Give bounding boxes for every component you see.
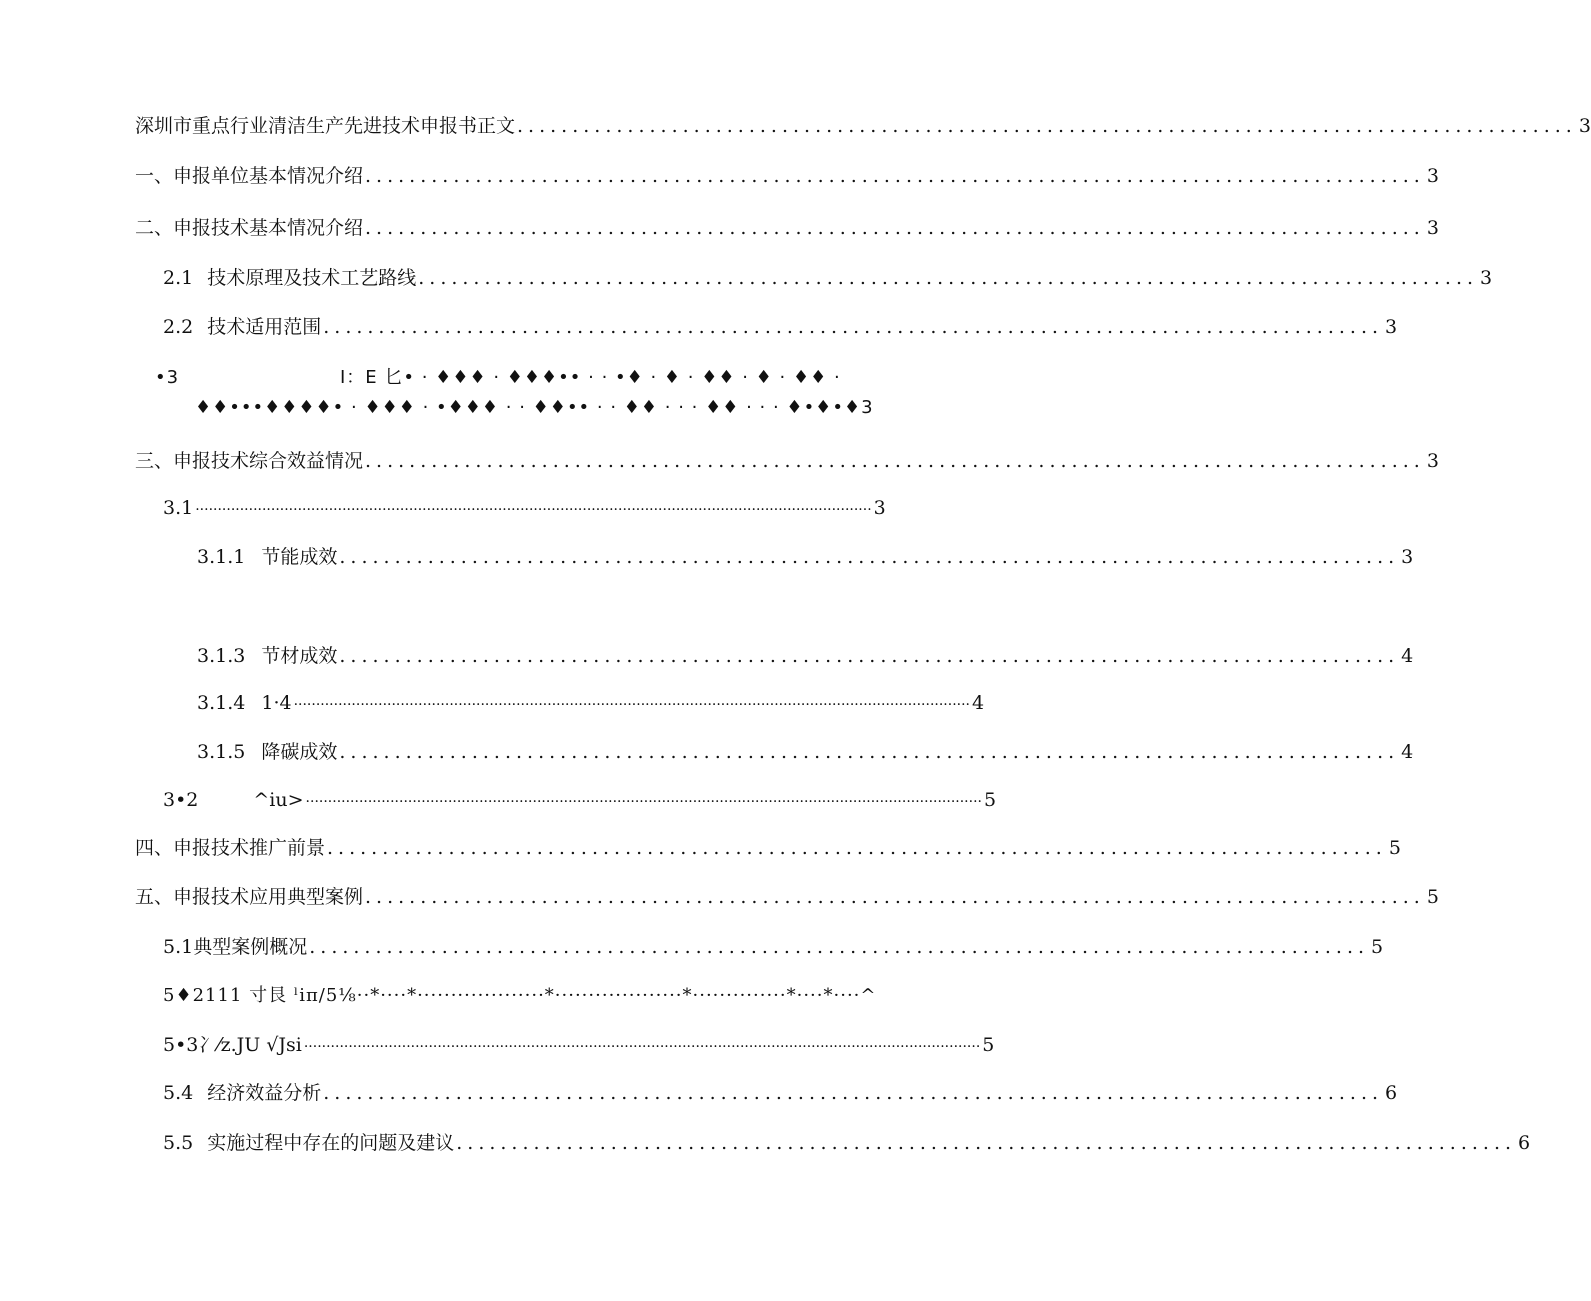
toc-entry-main-text[interactable] bbox=[135, 114, 1591, 138]
dot-leader: ................................................................................................ bbox=[456, 1132, 1517, 1154]
toc-entry-title: 五、申报技术应用典型案例 bbox=[135, 886, 364, 908]
garbled-entry-number: •3 bbox=[155, 367, 180, 388]
toc-entry-3-1-3[interactable] bbox=[197, 644, 1414, 668]
dot-leader: ................................................................................................ bbox=[339, 741, 1400, 763]
dot-leader: ................................................................................................ bbox=[339, 546, 1400, 568]
toc-entry-title: 1·4 bbox=[261, 692, 292, 714]
toc-entry-number: 5•3 bbox=[163, 1034, 199, 1056]
dot-leader: ................................................................................................ bbox=[339, 645, 1400, 667]
garbled-entry-line-1: I：E 匕• · ♦♦♦ · ♦♦♦•• · · •♦ · ♦ · ♦♦ · ♦ · ♦♦ · bbox=[340, 367, 841, 388]
toc-entry-3-1-4[interactable] bbox=[197, 691, 985, 717]
toc-entry-number: 3.1.3 bbox=[197, 645, 246, 667]
dot-leader: ························································································································································ bbox=[293, 697, 971, 713]
toc-entry-page: 3 bbox=[1401, 546, 1414, 568]
toc-entry-title: 技术适用范围 bbox=[207, 316, 322, 338]
toc-entry-3-1-1[interactable] bbox=[197, 545, 1414, 569]
toc-entry-page: 5 bbox=[1388, 837, 1401, 859]
dot-leader: ................................................................................................ bbox=[517, 115, 1577, 137]
toc-entry-title: 实施过程中存在的问题及建议 bbox=[207, 1132, 455, 1154]
dot-leader: ................................................................................................ bbox=[323, 316, 1384, 338]
toc-entry-page: 5 bbox=[1371, 936, 1384, 958]
toc-entry-page: 4 bbox=[1401, 645, 1414, 667]
toc-entry-title: 一、申报单位基本情况介绍 bbox=[135, 165, 364, 187]
dot-leader: ................................................................................................ bbox=[365, 450, 1425, 472]
toc-entry-section-1[interactable] bbox=[135, 164, 1439, 188]
dot-leader: ························································································································································ bbox=[305, 794, 982, 810]
toc-entry-5-5[interactable] bbox=[163, 1131, 1531, 1155]
toc-entry-number: 5.1 bbox=[163, 936, 194, 958]
toc-entry-number: 3.1 bbox=[163, 497, 194, 519]
toc-entry-number: 2.2 bbox=[163, 316, 194, 338]
toc-entry-section-3[interactable] bbox=[135, 449, 1439, 473]
toc-entry-number: 5.5 bbox=[163, 1132, 194, 1154]
toc-entry-title: 典型案例概况 bbox=[193, 936, 308, 958]
toc-entry-title: 技术原理及技术工艺路线 bbox=[207, 267, 417, 289]
toc-entry-5-4[interactable] bbox=[163, 1081, 1398, 1105]
toc-entry-page: 6 bbox=[1518, 1132, 1531, 1154]
toc-entry-page: 4 bbox=[1401, 741, 1414, 763]
toc-entry-page: 3 bbox=[1578, 115, 1591, 137]
toc-entry-5-3[interactable] bbox=[163, 1033, 995, 1059]
toc-entry-page: 3 bbox=[1426, 217, 1439, 239]
dot-leader: ························································································································································ bbox=[195, 502, 872, 518]
garbled-entry-line-2: ♦♦•••♦♦♦♦• · ♦♦♦ · •♦♦♦ · · ♦♦•• · · ♦♦ · · · ♦♦ · · · ♦•♦•♦3 bbox=[195, 397, 874, 418]
toc-entry-section-5[interactable] bbox=[135, 885, 1439, 909]
toc-entry-3-1-5[interactable] bbox=[197, 740, 1414, 764]
toc-entry-page: 5 bbox=[983, 789, 997, 811]
toc-entry-5-1[interactable] bbox=[163, 935, 1384, 959]
garbled-entry-5-2: 5♦2111 寸艮 ˡiπ/5⅛··*····*···················*···················*··············*····*····^ bbox=[163, 985, 877, 1006]
toc-entry-title: 深圳市重点行业清洁生产先进技术申报书正文 bbox=[135, 115, 516, 137]
toc-entry-number: 2.1 bbox=[163, 267, 194, 289]
dot-leader: ................................................................................................ bbox=[323, 1082, 1384, 1104]
dot-leader: ................................................................................................ bbox=[365, 165, 1425, 187]
dot-leader: ························································································································································ bbox=[303, 1039, 981, 1055]
toc-entry-title: 降碳成效 bbox=[261, 741, 338, 763]
toc-entry-3-1[interactable] bbox=[163, 496, 886, 522]
toc-entry-page: 5 bbox=[1426, 886, 1439, 908]
toc-entry-3-2[interactable] bbox=[163, 788, 997, 814]
toc-entry-title: 四、申报技术推广前景 bbox=[135, 837, 326, 859]
toc-entry-title: 经济效益分析 bbox=[207, 1082, 322, 1104]
toc-entry-section-2[interactable] bbox=[135, 216, 1439, 240]
toc-entry-page: 4 bbox=[972, 692, 985, 714]
toc-entry-page: 6 bbox=[1385, 1082, 1398, 1104]
toc-entry-title: 节能成效 bbox=[261, 546, 338, 568]
toc-entry-number: 3.1.1 bbox=[197, 546, 246, 568]
dot-leader: ................................................................................................ bbox=[418, 267, 1479, 289]
dot-leader: ................................................................................................ bbox=[327, 837, 1387, 859]
toc-entry-page: 5 bbox=[982, 1034, 995, 1056]
dot-leader: ................................................................................................ bbox=[365, 886, 1425, 908]
toc-entry-2-2[interactable] bbox=[163, 315, 1398, 339]
toc-entry-title: 冫⁄z.JU √Jsi bbox=[198, 1034, 302, 1056]
toc-entry-title: ^iu> bbox=[253, 789, 304, 811]
toc-entry-page: 3 bbox=[1480, 267, 1493, 289]
toc-entry-number: 5.4 bbox=[163, 1082, 194, 1104]
dot-leader: ................................................................................................ bbox=[365, 217, 1425, 239]
toc-entry-title: 二、申报技术基本情况介绍 bbox=[135, 217, 364, 239]
dot-leader: ................................................................................................ bbox=[309, 936, 1370, 958]
toc-entry-number: 3•2 bbox=[163, 789, 199, 811]
toc-entry-page: 3 bbox=[1426, 450, 1439, 472]
toc-entry-number: 3.1.5 bbox=[197, 741, 246, 763]
toc-entry-number: 3.1.4 bbox=[197, 692, 246, 714]
toc-entry-section-4[interactable] bbox=[135, 836, 1401, 860]
toc-entry-page: 3 bbox=[1426, 165, 1439, 187]
toc-entry-2-1[interactable] bbox=[163, 266, 1493, 290]
toc-entry-title: 节材成效 bbox=[261, 645, 338, 667]
toc-entry-page: 3 bbox=[1385, 316, 1398, 338]
toc-entry-title: 三、申报技术综合效益情况 bbox=[135, 450, 364, 472]
toc-entry-page: 3 bbox=[873, 497, 886, 519]
